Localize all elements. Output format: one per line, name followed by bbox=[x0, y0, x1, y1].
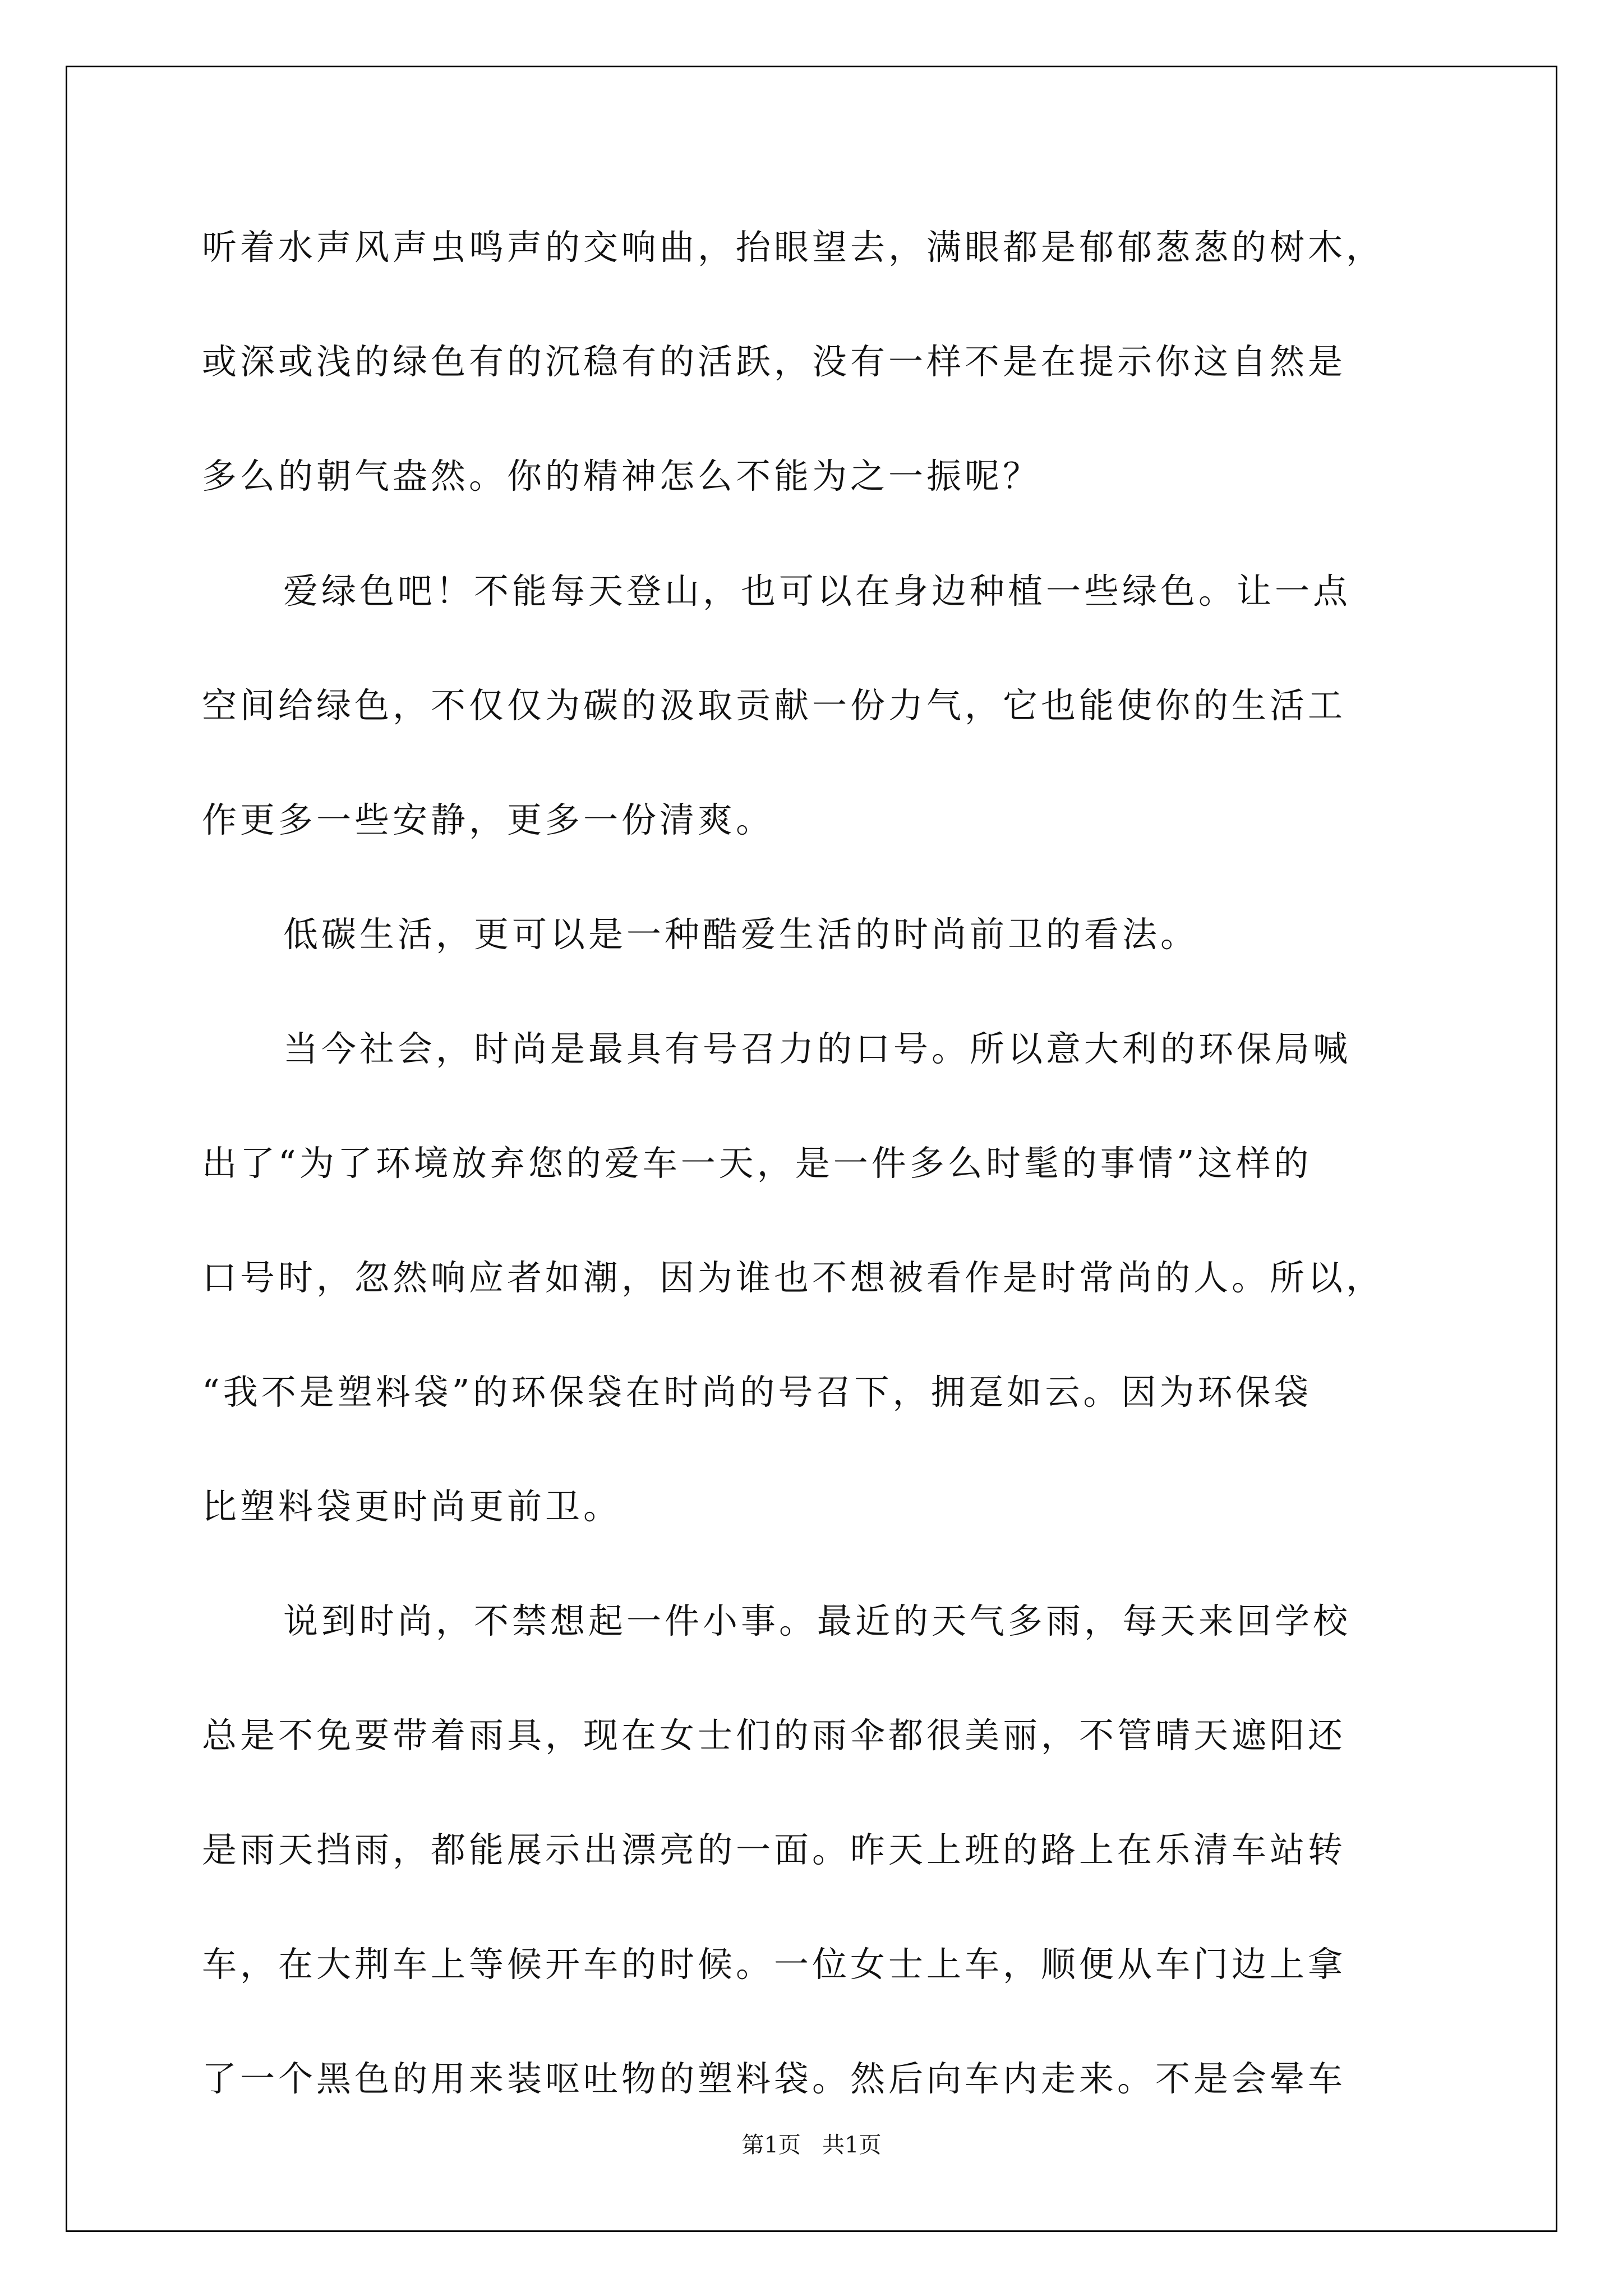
text-line-14: 总是不免要带着雨具，现在女士们的雨伞都很美丽，不管晴天遮阳还 bbox=[202, 1715, 1347, 1756]
text-line-11: “我不是塑料袋”的环保袋在时尚的号召下，拥趸如云。因为环保袋 bbox=[202, 1372, 1312, 1412]
text-line-7: 低碳生活，更可以是一种酷爱生活的时尚前卫的看法。 bbox=[283, 914, 1199, 955]
text-line-15: 是雨天挡雨，都能展示出漂亮的一面。昨天上班的路上在乐清车站转 bbox=[202, 1829, 1347, 1870]
text-line-16: 车，在大荆车上等候开车的时候。一位女士上车，顺便从车门边上拿 bbox=[202, 1944, 1347, 1985]
page-footer: 第1页 共1页 bbox=[741, 2132, 882, 2158]
text-line-10: 口号时，忽然响应者如潮，因为谁也不想被看作是时常尚的人。所以， bbox=[202, 1257, 1385, 1298]
text-line-2: 或深或浅的绿色有的沉稳有的活跃，没有一样不是在提示你这自然是 bbox=[202, 341, 1347, 382]
text-line-9: 出了“为了环境放弃您的爱车一天，是一件多么时髦的事情”这样的 bbox=[202, 1143, 1312, 1184]
text-line-6: 作更多一些安静，更多一份清爽。 bbox=[202, 799, 774, 840]
text-line-17: 了一个黑色的用来装呕吐物的塑料袋。然后向车内走来。不是会晕车 bbox=[202, 2058, 1347, 2099]
text-line-5: 空间给绿色，不仅仅为碳的汲取贡献一份力气，它也能使你的生活工 bbox=[202, 685, 1347, 726]
text-line-12: 比塑料袋更时尚更前卫。 bbox=[202, 1486, 622, 1527]
text-line-8: 当今社会，时尚是最具有号召力的口号。所以意大利的环保局喊 bbox=[283, 1028, 1352, 1069]
text-line-4: 爱绿色吧！不能每天登山，也可以在身边种植一些绿色。让一点 bbox=[283, 570, 1352, 611]
text-line-1: 听着水声风声虫鸣声的交响曲，抬眼望去，满眼都是郁郁葱葱的树木， bbox=[202, 227, 1385, 268]
text-line-13: 说到时尚，不禁想起一件小事。最近的天气多雨，每天来回学校 bbox=[283, 1600, 1352, 1641]
text-line-3: 多么的朝气盎然。你的精神怎么不能为之一振呢？ bbox=[202, 455, 1041, 496]
